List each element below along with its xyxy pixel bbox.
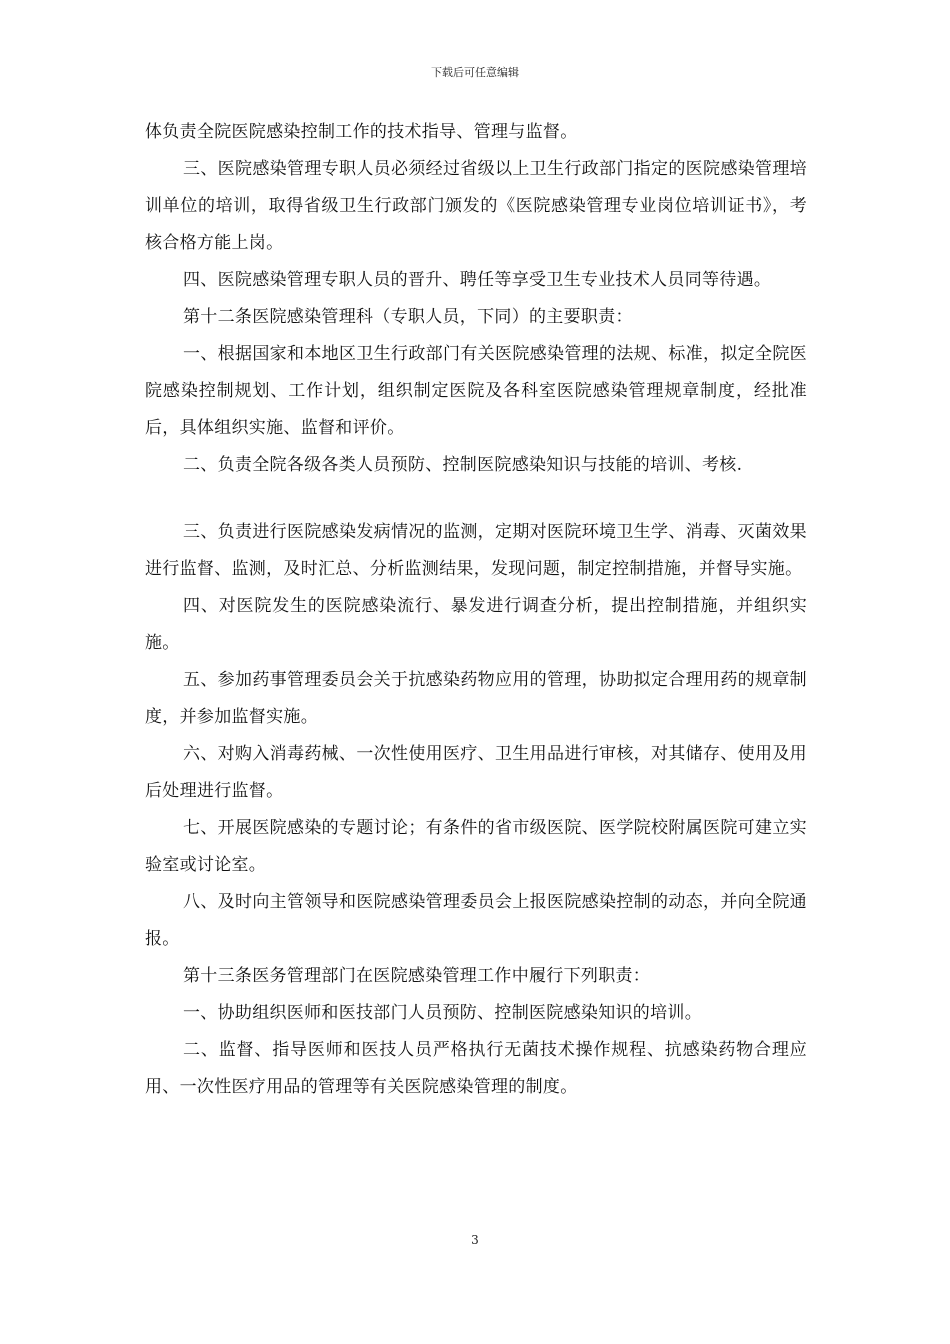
- paragraph: 五、参加药事管理委员会关于抗感染药物应用的管理，协助拟定合理用药的规章制度，并参加监督实施。: [145, 670, 807, 727]
- blank-gap: [145, 484, 807, 514]
- paragraph: 四、对医院发生的医院感染流行、暴发进行调查分析，提出控制措施，并组织实施。: [145, 596, 807, 653]
- paragraph: 八、及时向主管领导和医院感染管理委员会上报医院感染控制的动态，并向全院通报。: [145, 892, 807, 949]
- article-heading: 第十三条医务管理部门在医院感染管理工作中履行下列职责：: [183, 966, 651, 986]
- document-body: [145, 114, 807, 1106]
- paragraph: 一、协助组织医师和医技部门人员预防、控制医院感染知识的培训。: [183, 1003, 702, 1023]
- paragraph: 体负责全院医院感染控制工作的技术指导、管理与监督。: [145, 122, 578, 142]
- paragraph: 七、开展医院感染的专题讨论；有条件的省市级医院、医学院校附属医院可建立实验室或讨论室。: [145, 818, 807, 875]
- page-number: 3: [471, 1233, 479, 1247]
- paragraph: 四、医院感染管理专职人员的晋升、聘任等享受卫生专业技术人员同等待遇。: [183, 270, 772, 290]
- article-heading: 第十二条医院感染管理科（专职人员，下同）的主要职责：: [183, 307, 633, 327]
- paragraph: 六、对购入消毒药械、一次性使用医疗、卫生用品进行审核，对其储存、使用及用后处理进行监督。: [145, 744, 807, 801]
- paragraph: 二、监督、指导医师和医技人员严格执行无菌技术操作规程、抗感染药物合理应用、一次性医疗用品的管理等有关医院感染管理的制度。: [145, 1040, 807, 1097]
- paragraph: 三、负责进行医院感染发病情况的监测，定期对医院环境卫生学、消毒、灭菌效果进行监督、监测，及时汇总、分析监测结果，发现问题，制定控制措施，并督导实施。: [145, 522, 807, 579]
- paragraph: 二、负责全院各级各类人员预防、控制医院感染知识与技能的培训、考核.: [183, 455, 743, 475]
- page-header: 下载后可任意编辑: [431, 66, 519, 79]
- paragraph: 一、根据国家和本地区卫生行政部门有关医院感染管理的法规、标准，拟定全院医院感染控制规划、工作计划，组织制定医院及各科室医院感染管理规章制度，经批准后，具体组织实施、监督和评价。: [145, 344, 807, 438]
- paragraph: 三、医院感染管理专职人员必须经过省级以上卫生行政部门指定的医院感染管理培训单位的培训，取得省级卫生行政部门颁发的《医院感染管理专业岗位培训证书》，考核合格方能上岗。: [145, 159, 807, 253]
